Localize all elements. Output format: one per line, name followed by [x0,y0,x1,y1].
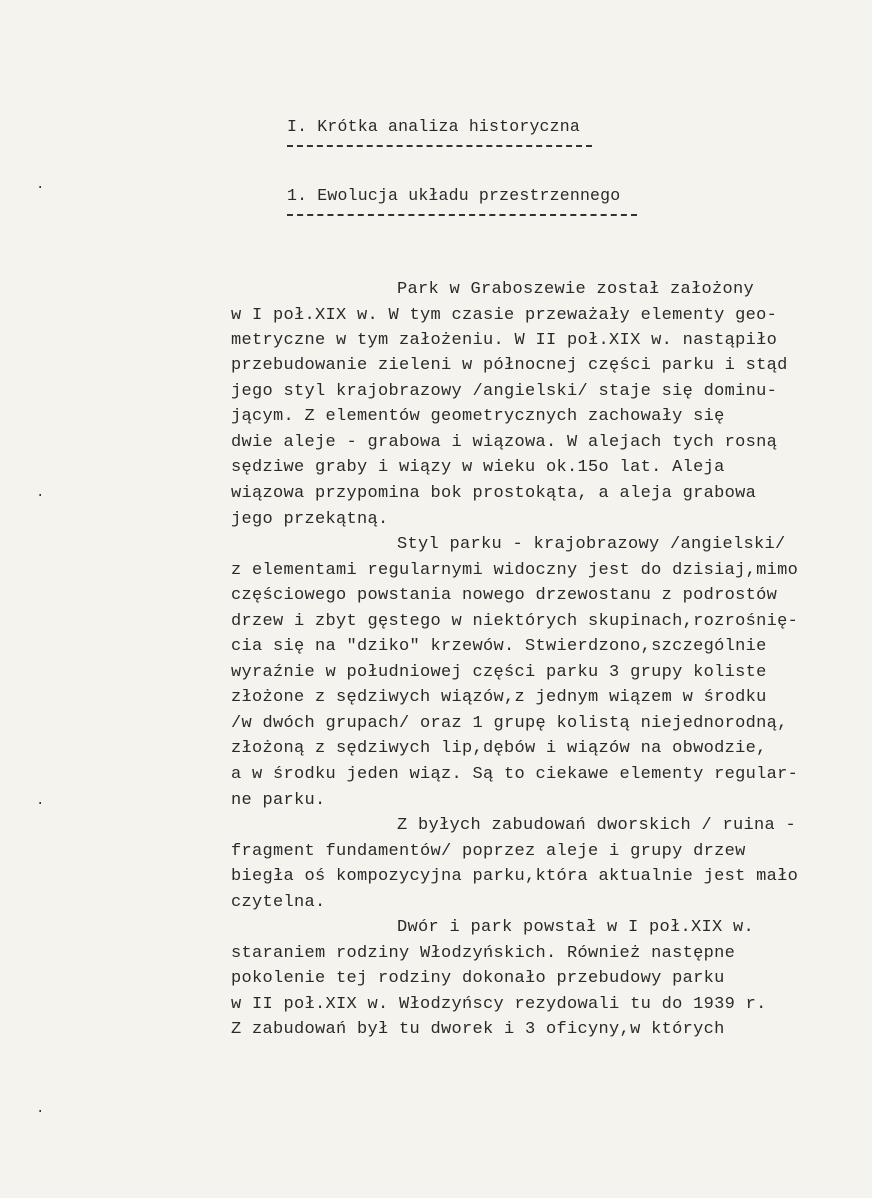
text-line: jącym. Z elementów geometrycznych zachowały się [231,407,725,426]
text-line: fragment fundamentów/ poprzez aleje i grupy drzew [231,842,746,861]
text-line: staraniem rodziny Włodzyńskich. Również następne [231,944,736,963]
text-line: Z zabudowań był tu dworek i 3 oficyny,w których [231,1020,725,1039]
text-line: złożoną z sędziwych lip,dębów i wiązów na obwodzie, [231,739,767,758]
text-line: wiązowa przypomina bok prostokąta, a aleja grabowa [231,484,757,503]
text-line: jego styl krajobrazowy /angielski/ staje się dominu- [231,382,778,401]
text-line: czytelna. [231,893,326,912]
text-line: wyraźnie w południowej części parku 3 grupy koliste [231,663,767,682]
section-title: I. Krótka analiza historyczna [287,117,580,136]
margin-tick-mark: · [36,180,45,196]
text-line: biegła oś kompozycyjna parku,która aktualnie jest mało [231,867,799,886]
text-line: Park w Graboszewie został założony [397,280,755,299]
text-line: jego przekątną. [231,510,389,529]
text-line: cia się na "dziko" krzewów. Stwierdzono,szczególnie [231,637,767,656]
text-line: pokolenie tej rodziny dokonało przebudowy parku [231,969,725,988]
text-line: ne parku. [231,791,326,810]
section-title-underline [287,145,592,147]
text-line: Styl parku - krajobrazowy /angielski/ [397,535,786,554]
text-line: /w dwóch grupach/ oraz 1 grupę kolistą niejednorodną, [231,714,788,733]
text-line: dwie aleje - grabowa i wiązowa. W alejach tych rosną [231,433,778,452]
subsection-title-underline [287,214,637,216]
margin-tick-mark: · [36,796,45,812]
margin-tick-mark: · [36,1104,45,1120]
text-line: w I poł.XIX w. W tym czasie przeważały elementy geo- [231,306,778,325]
text-line: przebudowanie zieleni w północnej części parku i stąd [231,356,788,375]
text-line: częściowego powstania nowego drzewostanu z podrostów [231,586,778,605]
text-line: w II poł.XIX w. Włodzyńscy rezydowali tu do 1939 r. [231,995,767,1014]
text-line: metryczne w tym założeniu. W II poł.XIX w. nastąpiło [231,331,778,350]
text-line: a w środku jeden wiąz. Są to ciekawe elementy regular- [231,765,799,784]
text-line: Z byłych zabudowań dworskich / ruina - [397,816,797,835]
text-line: sędziwe graby i wiązy w wieku ok.15o lat. Aleja [231,458,725,477]
subsection-title: 1. Ewolucja układu przestrzennego [287,186,621,205]
text-line: Dwór i park powstał w I poł.XIX w. [397,918,755,937]
margin-tick-mark: · [36,488,45,504]
text-line: z elementami regularnymi widoczny jest do dzisiaj,mimo [231,561,799,580]
text-line: drzew i zbyt gęstego w niektórych skupinach,rozrośnię- [231,612,799,631]
text-line: złożone z sędziwych wiązów,z jednym wiązem w środku [231,688,767,707]
